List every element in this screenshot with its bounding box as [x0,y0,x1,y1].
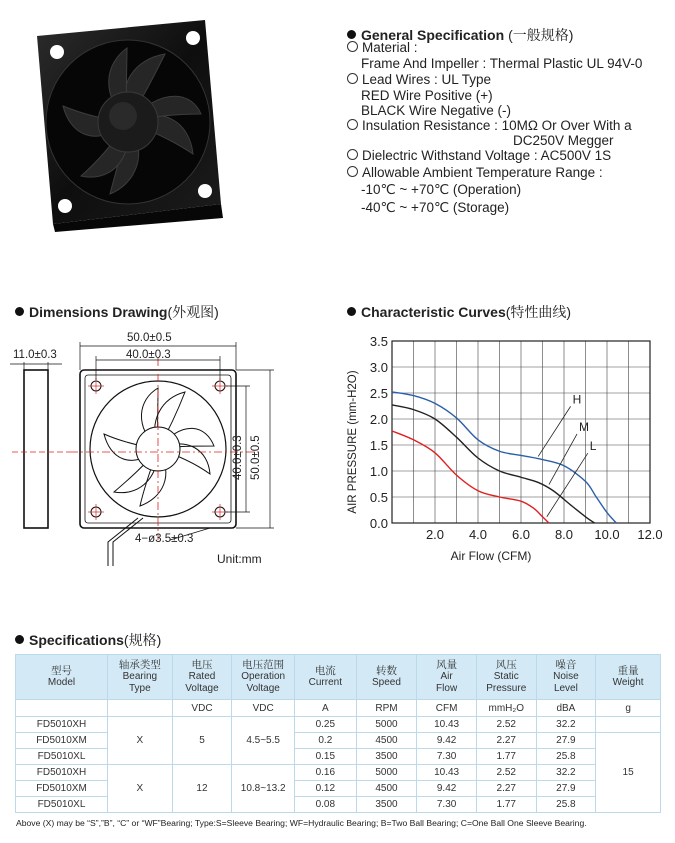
spec-insulation [347,118,632,133]
model-cell: FD5010XH [16,765,108,781]
circle-bullet-icon [347,41,358,52]
spec-ambient [347,165,603,180]
model-cell: FD5010XL [16,797,108,813]
header-en: Bearing [122,671,158,682]
series-line-h [392,392,616,523]
header-en: Pressure [486,683,527,694]
ambient-operation: -10℃ ~ +70℃ (Operation) [361,182,522,197]
pressure-cell: 2.52 [476,717,536,733]
pressure-cell: 1.77 [476,749,536,765]
lead-red: RED Wire Positive (+) [361,88,493,103]
header-cell [596,655,661,700]
speed-cell: 5000 [356,717,417,733]
curves-heading-cn: (特性曲线) [505,304,572,320]
airflow-cell: 9.42 [417,781,477,797]
unit-cell: RPM [356,700,417,717]
header-cell [356,655,417,700]
dim-width-inner: 40.0±0.3 [126,349,171,361]
noise-cell: 32.2 [536,717,596,733]
header-cn: 电压 [191,659,213,671]
table-footnote: Above (X) may be “S”,”B”, “C” or “WF”Bearing; Type:S=Sleeve Bearing; WF=Hydraulic Bearing; B=Two Ball Bearing; C=One Ball One Sleeve Bearing. [16,818,587,828]
pressure-cell: 2.52 [476,765,536,781]
airflow-cell: 10.43 [417,765,477,781]
current-cell: 0.16 [294,765,356,781]
spec-dielectric [347,148,611,163]
header-en: Air [440,671,453,682]
speed-cell: 4500 [356,733,417,749]
dim-holes: 4−ø3.5±0.3 [135,533,194,545]
annotation-leader [547,453,588,517]
y-tick-label: 0.0 [369,516,388,531]
header-cn: 噪音 [555,659,577,671]
header-en: Level [553,683,578,694]
header-cn: 型号 [50,665,72,677]
header-cn: 风量 [436,659,458,671]
bearing-cell: X [107,765,172,813]
dim-height-inner: 40.0±0.3 [232,435,244,480]
current-cell: 0.12 [294,781,356,797]
pressure-cell: 2.27 [476,781,536,797]
header-cell [476,655,536,700]
noise-cell: 32.2 [536,765,596,781]
header-en: Model [47,677,76,688]
header-en: Current [308,677,342,688]
speed-cell: 5000 [356,765,417,781]
y-axis-label: AIR PRESSURE (mm-H2O) [347,370,359,514]
x-axis-label: Air Flow (CFM) [450,549,532,563]
unit-cell: dBA [536,700,596,717]
airflow-cell: 10.43 [417,717,477,733]
table-unit-row [16,700,661,717]
header-cn: 风压 [495,659,517,671]
circle-bullet-icon [347,166,358,177]
noise-cell: 27.9 [536,733,596,749]
general-spec-heading-cn: (一般规格) [508,27,574,43]
x-tick-label: 10.0 [594,527,620,542]
model-cell: FD5010XH [16,717,108,733]
header-en: Type [128,683,151,694]
series-label-h: H [572,392,582,407]
header-cell [536,655,596,700]
specs-heading-cn: (规格) [123,632,162,648]
range-cell: 4.5~5.5 [232,717,295,765]
header-cell [294,655,356,700]
speed-cell: 3500 [356,797,417,813]
lead-black: BLACK Wire Negative (-) [361,103,512,118]
bullet-icon [347,30,356,39]
noise-cell: 25.8 [536,797,596,813]
header-cell [172,655,232,700]
ambient-storage: -40℃ ~ +70℃ (Storage) [361,200,510,215]
model-cell: FD5010XM [16,781,108,797]
specs-table [15,654,661,813]
noise-cell: 25.8 [536,749,596,765]
header-cn: 电压范围 [242,659,285,671]
x-tick-label: 12.0 [637,527,663,542]
header-en: Weight [612,677,644,688]
curves-title [347,302,571,322]
header-cell [232,655,295,700]
header-cn: 转数 [375,665,397,677]
insulation-label: Insulation Resistance : 10MΩ Or Over With a [362,118,632,133]
voltage-cell: 5 [172,717,232,765]
bullet-icon [347,307,356,316]
unit-cell: A [294,700,356,717]
current-cell: 0.25 [294,717,356,733]
dimensions-heading-cn: (外观图) [167,304,219,320]
weight-cell-empty [596,717,661,733]
header-cn: 轴承类型 [118,659,161,671]
bullet-icon [15,635,24,644]
header-en: Voltage [185,683,219,694]
header-en: Voltage [246,683,280,694]
range-cell: 10.8~13.2 [232,765,295,813]
spec-material [347,40,418,55]
header-cn: 电流 [314,665,336,677]
noise-cell: 27.9 [536,781,596,797]
y-tick-label: 2.0 [369,412,388,427]
header-en: Operation [241,671,286,682]
y-tick-label: 3.5 [369,334,388,349]
insulation-cont: DC250V Megger [513,133,614,148]
y-tick-label: 3.0 [369,360,388,375]
model-cell: FD5010XL [16,749,108,765]
unit-cell: VDC [172,700,232,717]
weight-cell: 15 [596,733,661,813]
unit-cell: CFM [417,700,477,717]
current-cell: 0.08 [294,797,356,813]
lead-label: Lead Wires : UL Type [362,72,492,87]
curves-heading: Characteristic Curves [361,304,506,320]
characteristic-chart [340,325,670,575]
header-en: Noise [553,671,579,682]
fan-photo [15,14,230,234]
header-cn: 重量 [617,665,639,677]
circle-bullet-icon [347,149,358,160]
header-cell [417,655,477,700]
series-label-l: L [589,439,597,454]
x-tick-label: 8.0 [554,527,574,542]
airflow-cell: 7.30 [417,749,477,765]
specs-title [15,630,161,650]
pressure-cell: 2.27 [476,733,536,749]
dim-width-outer: 50.0±0.5 [127,332,172,344]
header-cell [16,655,108,700]
header-en: Rated [188,671,216,682]
dim-unit: Unit:mm [217,552,262,566]
dim-height-outer: 50.0±0.5 [250,435,262,480]
dielectric-label: Dielectric Withstand Voltage : AC500V 1S [362,148,612,163]
material-value: Frame And Impeller : Thermal Plastic UL 94V-0 [361,56,643,71]
dim-thickness: 11.0±0.3 [13,349,57,361]
general-spec-heading: General Specification [361,27,505,43]
current-cell: 0.2 [294,733,356,749]
header-en: Speed [372,677,401,688]
circle-bullet-icon [347,73,358,84]
dimensions-title [15,302,219,322]
circle-bullet-icon [347,119,358,130]
x-tick-label: 2.0 [425,527,445,542]
unit-cell [107,700,172,717]
bullet-icon [15,307,24,316]
header-en: Flow [436,683,458,694]
specs-heading: Specifications [29,632,124,648]
y-tick-label: 0.5 [369,490,388,505]
header-en: Static [493,671,519,682]
current-cell: 0.15 [294,749,356,765]
material-label: Material : [362,40,418,55]
y-tick-label: 1.5 [369,438,388,453]
table-row [16,765,661,781]
speed-cell: 3500 [356,749,417,765]
y-tick-label: 2.5 [369,386,388,401]
ambient-label: Allowable Ambient Temperature Range : [362,165,603,180]
x-tick-label: 6.0 [511,527,531,542]
header-cell [107,655,172,700]
bearing-cell: X [107,717,172,765]
annotation-leader [538,406,570,456]
unit-cell: VDC [232,700,295,717]
unit-cell: mmH₂O [476,700,536,717]
pressure-cell: 1.77 [476,797,536,813]
table-header-row [16,655,661,700]
x-tick-label: 4.0 [468,527,488,542]
unit-cell [16,700,108,717]
y-tick-label: 1.0 [369,464,388,479]
airflow-cell: 9.42 [417,733,477,749]
spec-lead [347,72,491,87]
airflow-cell: 7.30 [417,797,477,813]
speed-cell: 4500 [356,781,417,797]
dimensions-heading: Dimensions Drawing [29,304,168,320]
series-label-m: M [579,419,590,434]
unit-cell: g [596,700,661,717]
model-cell: FD5010XM [16,733,108,749]
voltage-cell: 12 [172,765,232,813]
table-row [16,717,661,733]
